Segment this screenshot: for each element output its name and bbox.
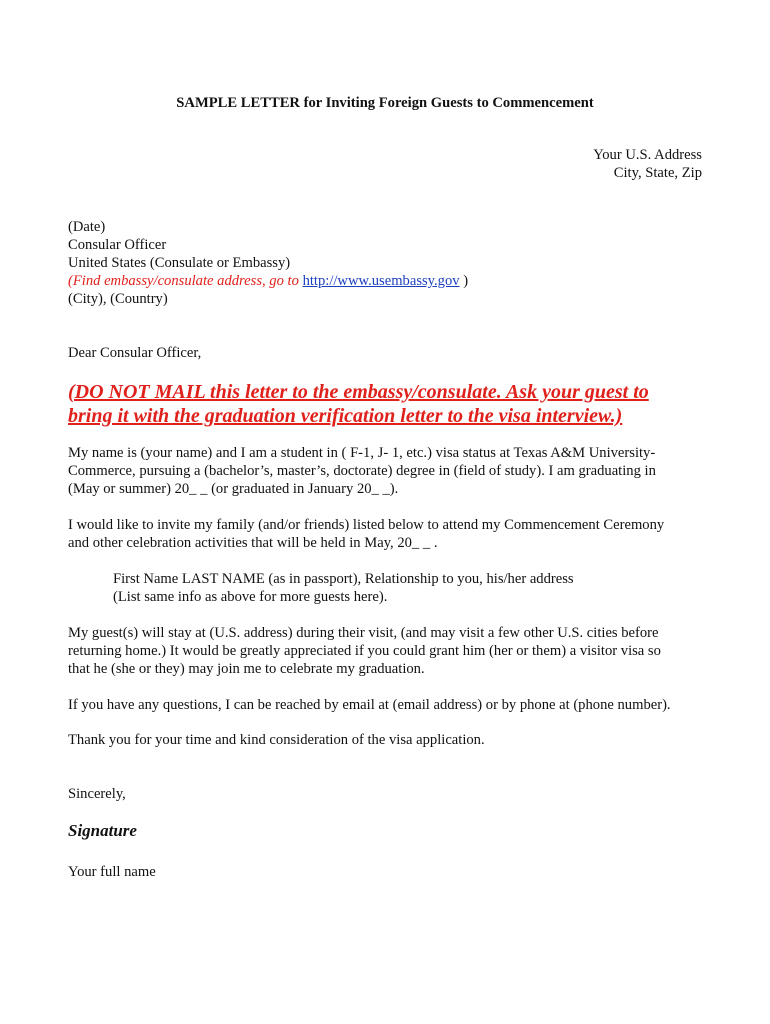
warning-line2: bring it with the graduation verification letter to the visa interview.) xyxy=(68,405,623,427)
paragraph-student-status xyxy=(68,444,708,498)
city-country: (City), (Country) xyxy=(68,291,168,307)
paragraph-contact: If you have any questions, I can be reached by email at (email address) or by phone at (phone number). xyxy=(68,697,671,713)
full-name: Your full name xyxy=(68,864,156,880)
date-placeholder: (Date) xyxy=(68,219,106,235)
inside-address xyxy=(68,218,468,308)
signature: Signature xyxy=(68,821,137,840)
embassy-address-note xyxy=(68,272,468,290)
guest-info-line2: (List same info as above for more guests here). xyxy=(113,589,388,605)
guest-info xyxy=(113,570,713,606)
closing: Sincerely, xyxy=(68,786,126,802)
paragraph3-line2: returning home.) It would be greatly appreciated if you could grant him (her or them) a visitor visa so xyxy=(68,643,661,659)
paragraph2-line1: I would like to invite my family (and/or friends) listed below to attend my Commencement Ceremony xyxy=(68,517,665,533)
paragraph1-line3: (May or summer) 20_ _ (or graduated in January 20_ _). xyxy=(68,481,399,497)
warning-line1: (DO NOT MAIL this letter to the embassy/consulate. Ask your guest to xyxy=(68,381,649,403)
return-address-line1: Your U.S. Address xyxy=(593,147,702,163)
paragraph-invitation xyxy=(68,516,708,552)
recipient: Consular Officer xyxy=(68,237,167,253)
embassy-note-prefix: (Find embassy/consulate address, go to xyxy=(68,273,303,289)
salutation: Dear Consular Officer, xyxy=(68,345,202,361)
return-address xyxy=(593,146,702,182)
consulate-office: United States (Consulate or Embassy) xyxy=(68,255,291,271)
embassy-note-suffix: ) xyxy=(459,273,469,289)
paragraph1-line2: Commerce, pursuing a (bachelor’s, master’s, doctorate) degree in (field of study). I am graduating in xyxy=(68,463,656,479)
paragraph-thanks: Thank you for your time and kind consideration of the visa application. xyxy=(68,732,485,748)
paragraph3-line1: My guest(s) will stay at (U.S. address) during their visit, (and may visit a few other U.S. cities before xyxy=(68,625,659,641)
return-address-line2: City, State, Zip xyxy=(613,165,702,181)
paragraph-stay xyxy=(68,624,708,678)
paragraph2-line2: and other celebration activities that will be held in May, 20_ _ . xyxy=(68,535,438,551)
letter-title: SAMPLE LETTER for Inviting Foreign Guests to Commencement xyxy=(176,95,594,111)
warning-notice xyxy=(68,380,708,428)
guest-info-line1: First Name LAST NAME (as in passport), Relationship to you, his/her address xyxy=(113,571,574,587)
paragraph1-line1: My name is (your name) and I am a student in ( F-1, J- 1, etc.) visa status at Texas A&M University- xyxy=(68,445,656,461)
usembassy-link[interactable]: http://www.usembassy.gov xyxy=(302,273,460,289)
paragraph3-line3: that he (she or they) may join me to celebrate my graduation. xyxy=(68,661,425,677)
